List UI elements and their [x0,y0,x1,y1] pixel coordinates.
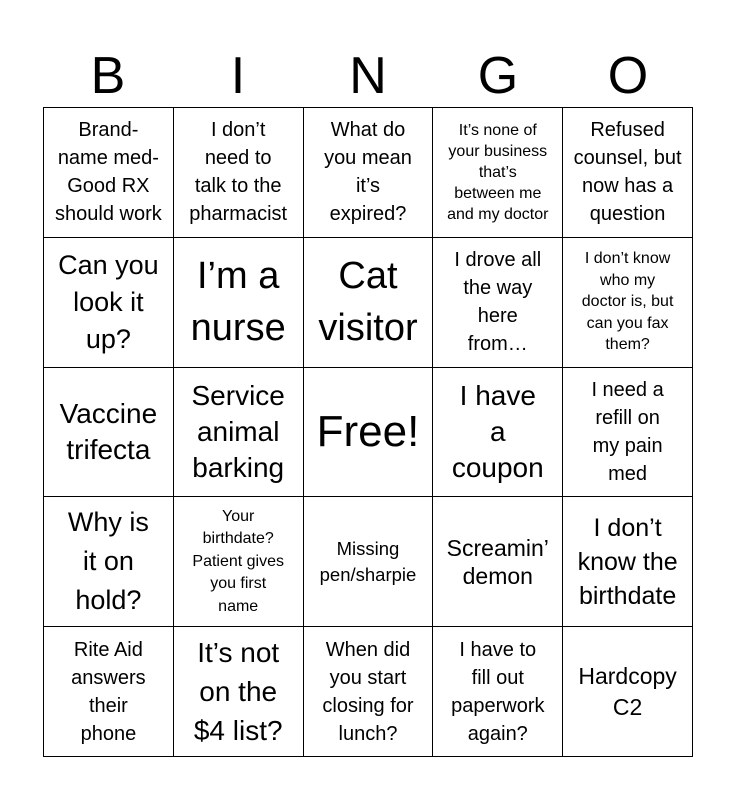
cell-text: I have a coupon [451,379,544,483]
cell-text: What do you mean it’s expired? [324,119,412,226]
bingo-cell[interactable] [563,108,693,238]
bingo-cell[interactable] [174,497,304,627]
bingo-cell[interactable] [174,108,304,238]
cell-text: I don’t know who my doctor is, but can you fax them? [581,250,674,354]
bingo-cell[interactable] [44,497,174,627]
bingo-cell[interactable] [44,368,174,498]
cell-text: Vaccine trifecta [59,397,158,465]
cell-text: I don’t need to talk to the pharmacist [189,119,288,226]
cell-text: It’s not on the $4 list? [193,637,283,747]
bingo-cell[interactable] [563,627,693,757]
bingo-cell[interactable] [304,627,434,757]
cell-text: Hardcopy C2 [578,662,677,720]
cell-text: I need a refill on my pain med [591,378,664,485]
bingo-cell[interactable] [304,108,434,238]
bingo-cell[interactable] [174,368,304,498]
cell-text: When did you start closing for lunch? [322,638,414,745]
bingo-cell[interactable] [433,497,563,627]
cell-text: Can you look it up? [58,249,159,354]
cell-text: It’s none of your business that’s between me and my doctor [447,121,549,223]
free-space-text: Free! [316,406,420,456]
bingo-cell[interactable] [304,497,434,627]
bingo-cell[interactable] [44,238,174,368]
cell-text: Service animal barking [191,379,285,483]
bingo-cell[interactable] [433,108,563,238]
bingo-cell[interactable] [563,368,693,498]
bingo-cell[interactable] [563,238,693,368]
cell-text: Rite Aid answers their phone [71,638,146,745]
bingo-cell[interactable] [44,627,174,757]
header-letter-i: I [230,47,246,105]
header-letter-g: G [477,47,519,105]
bingo-cell[interactable] [304,238,434,368]
bingo-cell[interactable] [433,368,563,498]
header-letter-n: N [349,47,387,105]
bingo-board [43,107,693,757]
cell-text: I don’t know the birthdate [577,513,678,610]
header-letter-o: O [607,47,649,105]
bingo-cell[interactable] [174,627,304,757]
bingo-cell[interactable] [433,238,563,368]
cell-text: I’m a nurse [190,255,286,350]
bingo-header [43,44,693,108]
cell-text: Missing pen/sharpie [319,537,417,585]
cell-text: I drove all the way here from… [454,249,542,356]
bingo-cell[interactable] [174,238,304,368]
cell-text: I have to fill out paperwork again? [451,638,545,745]
cell-text: Screamin’ demon [446,534,549,589]
cell-text: Your birthdate? Patient gives you first name [192,507,284,615]
free-space-cell[interactable] [304,368,434,498]
cell-text: Cat visitor [318,255,418,350]
bingo-cell[interactable] [563,497,693,627]
cell-text: Brand- name med- Good RX should work [55,119,162,226]
cell-text: Why is it on hold? [67,507,149,616]
bingo-cell[interactable] [433,627,563,757]
bingo-cell[interactable] [44,108,174,238]
cell-text: Refused counsel, but now has a question [573,119,682,226]
header-letter-b: B [90,47,126,105]
